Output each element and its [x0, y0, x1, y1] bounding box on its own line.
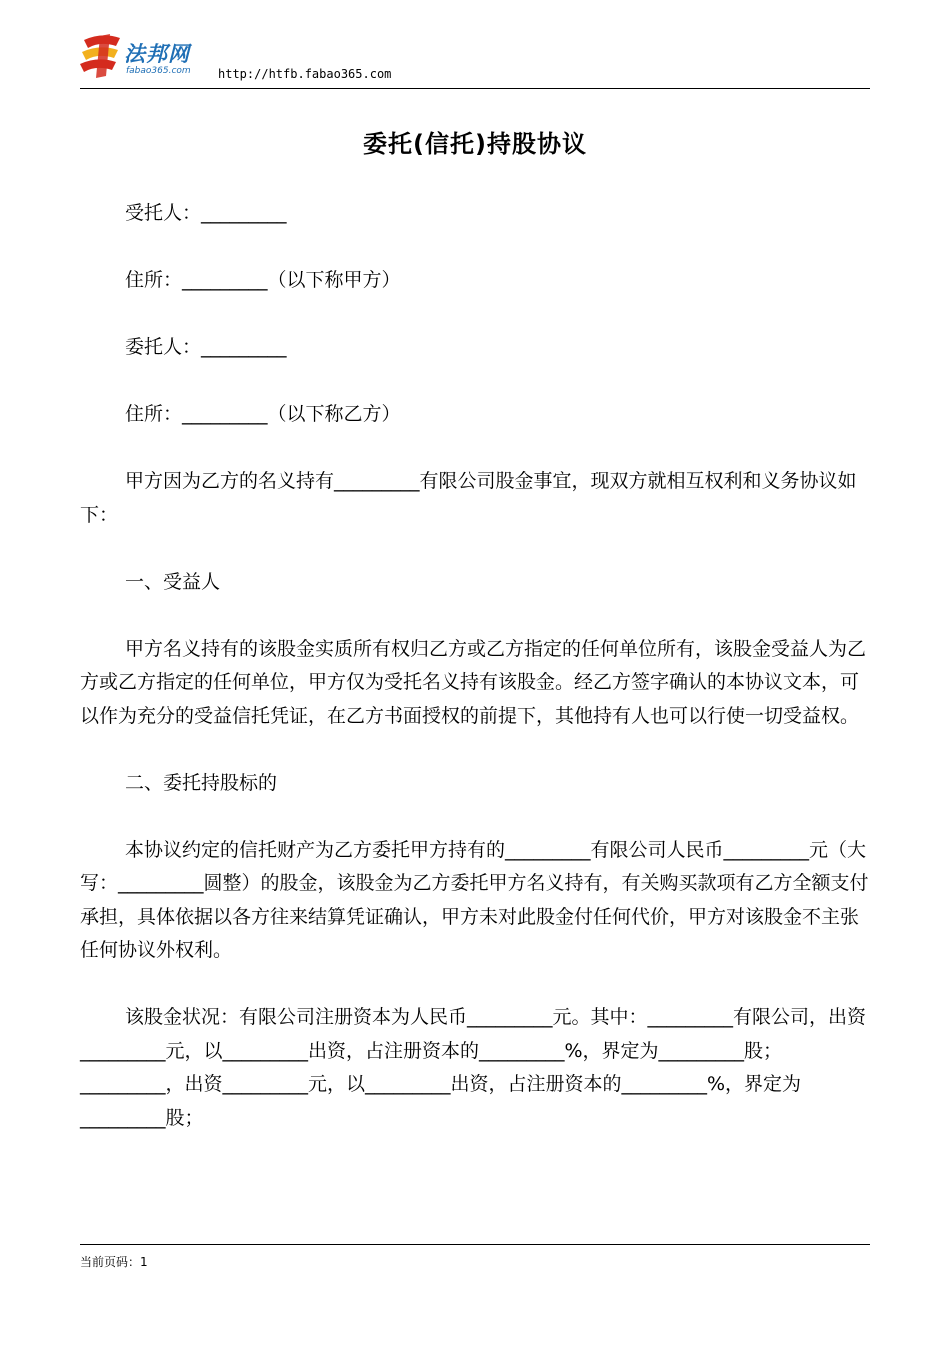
- logo-emblem-icon: [80, 32, 126, 80]
- logo-name: 法邦网: [124, 42, 190, 66]
- section-2-paragraph: 本协议约定的信托财产为乙方委托甲方持有的_________有限公司人民币_________元（大写：_________圆整）的股金，该股金为乙方委托甲方名义持有，有关购买款项有乙方全额支付承担，具体依据以各方往来结算凭证确认，甲方未对此股金付任何代价，甲方对该股金不主张任何协议外权利。: [80, 838, 869, 961]
- footer-divider: [80, 1244, 870, 1245]
- document-title: 委托(信托)持股协议: [363, 130, 587, 158]
- section-1-paragraph: 甲方名义持有的该股金实质所有权归乙方或乙方指定的任何单位所有，该股金受益人为乙方或乙方指定的任何单位，甲方仅为受托名义持有该股金。经乙方签字确认的本协议文本，可以作为充分的受益信托凭证，在乙方书面授权的前提下，其他持有人也可以行使一切受益权。: [80, 637, 867, 727]
- page-header: [80, 28, 870, 88]
- equity-status-paragraph: 该股金状况：有限公司注册资本为人民币_________元。其中：_________有限公司，出资_________元，以_________出资，占注册资本的_________%，界定为_________股；_________，出资_________元，以_________出资，占注册资本的_________%，界定为_________股；: [80, 1006, 867, 1129]
- header-divider: [80, 88, 870, 89]
- trustor-line: 委托人：_________: [125, 336, 287, 358]
- logo-domain: fabao365.com: [126, 66, 191, 76]
- trustee-address-line: 住所：_________（以下称甲方）: [125, 269, 401, 291]
- trustor-address-line: 住所：_________（以下称乙方）: [125, 403, 401, 425]
- section-1-heading: 一、受益人: [125, 570, 221, 593]
- page-number: 当前页码：1: [80, 1255, 148, 1269]
- document-body: [80, 197, 870, 1135]
- preamble-paragraph: 甲方因为乙方的名义持有_________有限公司股金事宜，现双方就相互权利和义务协议如下：: [80, 470, 857, 526]
- trustee-line: 受托人：_________: [125, 202, 287, 224]
- section-2-heading: 二、委托持股标的: [125, 771, 278, 794]
- header-url[interactable]: http://htfb.fabao365.com: [218, 67, 392, 81]
- fabao-logo[interactable]: [80, 32, 210, 84]
